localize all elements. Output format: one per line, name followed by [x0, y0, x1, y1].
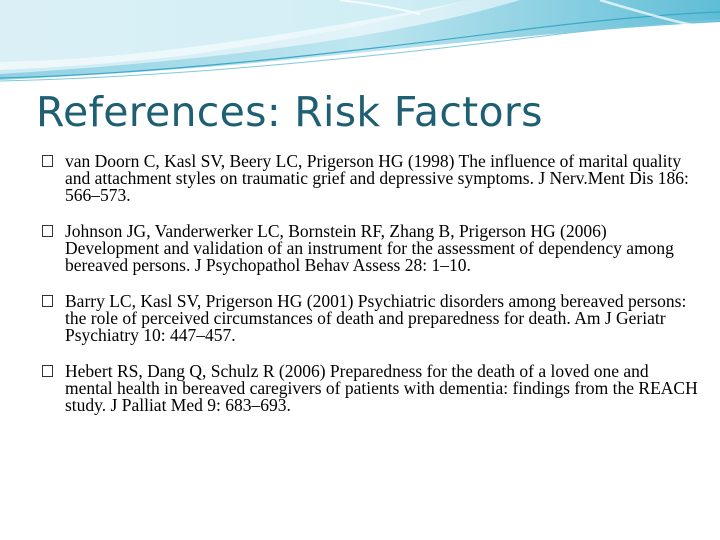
- square-bullet-icon: [42, 365, 53, 377]
- reference-item: [40, 153, 700, 204]
- square-bullet-icon: [42, 225, 53, 237]
- reference-text: Johnson JG, Vanderwerker LC, Bornstein RF, Zhang B, Prigerson HG (2006) Development and validation of an instrument for the assessment of dependency among bereaved persons. J Psychopathol Behav Assess 28: 1–10.: [65, 221, 674, 275]
- reference-list: [40, 153, 700, 434]
- reference-text: Barry LC, Kasl SV, Prigerson HG (2001) Psychiatric disorders among bereaved persons: the role of perceived circumstances of death and preparedness for death. Am J Geriatr Psychiatry 10: 447–457.: [65, 291, 687, 345]
- decorative-wave-banner: [0, 0, 720, 82]
- reference-item: [40, 293, 700, 344]
- slide-title: References: Risk Factors: [36, 88, 543, 136]
- square-bullet-icon: [42, 295, 53, 307]
- reference-text: van Doorn C, Kasl SV, Beery LC, Prigerson HG (1998) The influence of marital quality and attachment styles on traumatic grief and depressive symptoms. J Nerv.Ment Dis 186: 566–573.: [65, 151, 689, 205]
- reference-item: [40, 363, 700, 414]
- reference-item: [40, 223, 700, 274]
- reference-text: Hebert RS, Dang Q, Schulz R (2006) Preparedness for the death of a loved one and mental health in bereaved caregivers of patients with dementia: findings from the REACH study. J Palliat Med 9: 683–693.: [65, 361, 698, 415]
- square-bullet-icon: [42, 155, 53, 167]
